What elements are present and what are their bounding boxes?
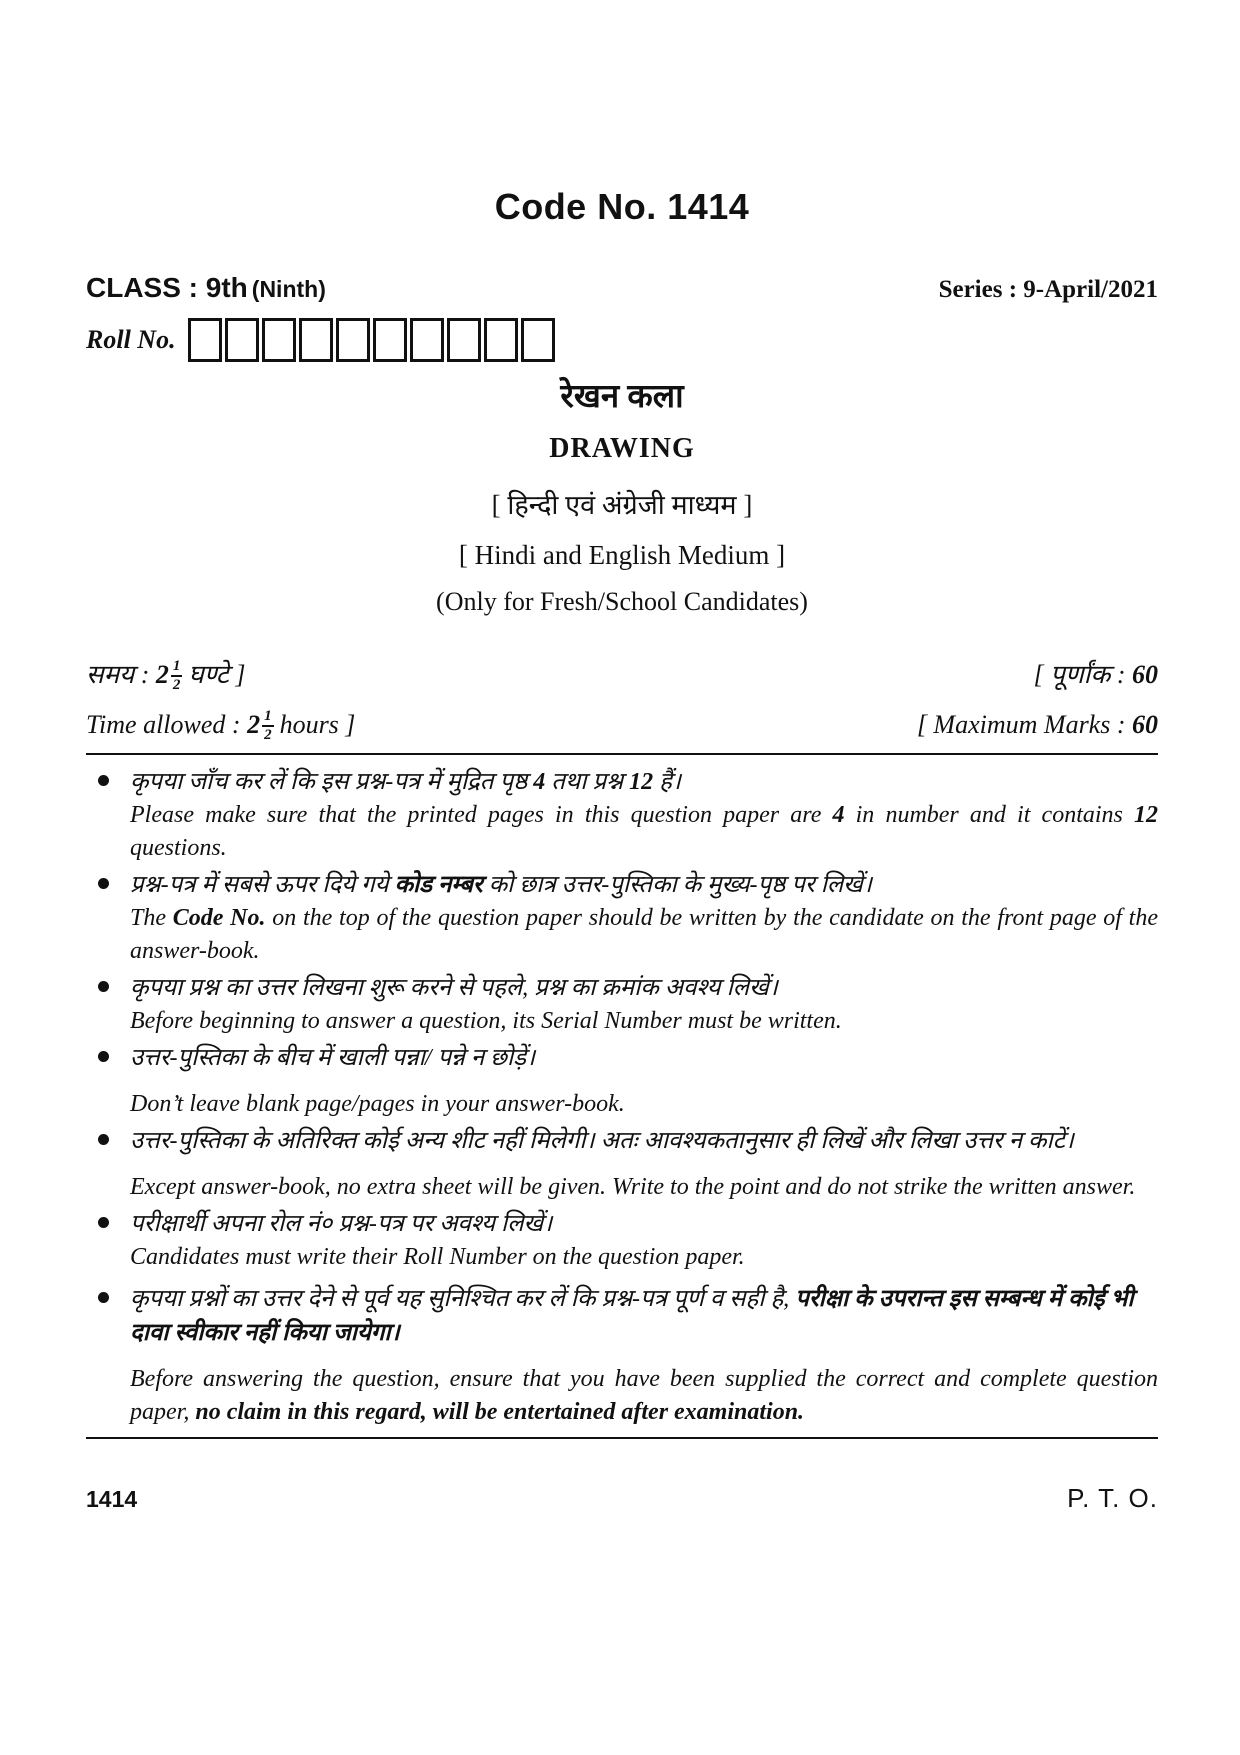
instruction-item bbox=[86, 1041, 1158, 1121]
medium-note-english: [ Hindi and English Medium ] bbox=[458, 540, 786, 570]
roll-digit-box[interactable] bbox=[521, 318, 555, 362]
bullet-dot bbox=[98, 1217, 109, 1228]
bullet-dot bbox=[98, 878, 109, 889]
instruction-english bbox=[130, 1005, 1158, 1038]
instruction-item bbox=[86, 868, 1158, 968]
instruction-english bbox=[130, 799, 1158, 865]
instruction-text-bold: परीक्षा के उपरान्त इस सम्बन्ध में कोई भी दावा स्वीकार नहीं किया जायेगा। bbox=[130, 1286, 1134, 1346]
instruction-english bbox=[130, 1241, 1158, 1274]
instruction-text: Before beginning to answer a question, its Serial Number must be written. bbox=[130, 1008, 842, 1034]
roll-no-label: Roll No. bbox=[86, 325, 176, 354]
instruction-hindi bbox=[130, 971, 1158, 1005]
class-sub-text: (Ninth) bbox=[251, 276, 326, 302]
instruction-english bbox=[130, 1171, 1158, 1204]
instruction-item bbox=[86, 1207, 1158, 1274]
instruction-item bbox=[86, 1282, 1158, 1429]
instruction-text: तथा प्रश्न bbox=[545, 769, 630, 795]
series-label: Series : 9-April/2021 bbox=[938, 276, 1158, 303]
instruction-text: उत्तर-पुस्तिका के अतिरिक्त कोई अन्य शीट नहीं मिलेगी। अतः आवश्यकतानुसार ही लिखें और लिखा उत्तर न काटें। bbox=[130, 1128, 1074, 1154]
instruction-text: in number and it contains bbox=[844, 802, 1135, 828]
instruction-text-bold: कोड नम्बर bbox=[394, 872, 483, 898]
class-main-text: CLASS : 9th bbox=[86, 272, 248, 303]
instruction-text: प्रश्न-पत्र में सबसे ऊपर दिये गये bbox=[130, 872, 395, 898]
subject-title-english: DRAWING bbox=[549, 433, 695, 464]
instruction-hindi bbox=[130, 1041, 1158, 1075]
bullet-dot bbox=[98, 1134, 109, 1145]
top-divider bbox=[86, 753, 1158, 755]
instruction-text: Candidates must write their Roll Number on the question paper. bbox=[130, 1244, 745, 1270]
footer-code-number: 1414 bbox=[86, 1486, 138, 1512]
bullet-dot bbox=[98, 1292, 109, 1303]
instruction-text: Before answering the question, ensure that you have been supplied the correct and complete question paper, bbox=[130, 1366, 1158, 1425]
instruction-text: The bbox=[130, 905, 173, 931]
candidates-note: (Only for Fresh/School Candidates) bbox=[436, 587, 808, 616]
instruction-text: Please make sure that the printed pages in this question paper are bbox=[130, 802, 833, 828]
medium-note-hindi: [ हिन्दी एवं अंग्रेजी माध्यम ] bbox=[491, 490, 753, 520]
instruction-text: को छात्र उत्तर-पुस्तिका के मुख्य-पृष्ठ पर लिखें। bbox=[482, 872, 872, 898]
instruction-text-bold: 4 bbox=[533, 769, 546, 795]
marks-hindi: [ पूर्णांक : 60 bbox=[1033, 660, 1158, 689]
instruction-text: परीक्षार्थी अपना रोल नं० प्रश्न-पत्र पर अवश्य लिखें। bbox=[130, 1211, 553, 1237]
instruction-english bbox=[130, 902, 1158, 968]
instruction-item bbox=[86, 765, 1158, 865]
roll-number-row bbox=[86, 318, 1158, 362]
instruction-hindi bbox=[130, 1124, 1158, 1158]
bullet-dot bbox=[98, 1051, 109, 1062]
instruction-text: कृपया प्रश्नों का उत्तर देने से पूर्व यह सुनिश्चित कर लें कि प्रश्न-पत्र पूर्ण व सही है, bbox=[130, 1286, 796, 1312]
instruction-hindi bbox=[130, 765, 1158, 799]
instruction-hindi bbox=[130, 1207, 1158, 1241]
instruction-text-bold: Code No. bbox=[172, 905, 266, 931]
instruction-text: questions. bbox=[130, 835, 227, 861]
roll-digit-box[interactable] bbox=[299, 318, 333, 362]
half-fraction: $\frac{1}{2}$ bbox=[264, 708, 272, 743]
footer-row bbox=[86, 1483, 1158, 1514]
time-english: Time allowed : 2 $\frac{1}{2}$ hours ] bbox=[86, 708, 356, 743]
bullet-dot bbox=[98, 981, 109, 992]
instruction-list bbox=[86, 765, 1158, 1429]
roll-digit-box[interactable] bbox=[225, 318, 259, 362]
bullet-dot bbox=[98, 775, 109, 786]
roll-digit-box[interactable] bbox=[188, 318, 222, 362]
instruction-text: Except answer-book, no extra sheet will be given. Write to the point and do not strike the written answer. bbox=[130, 1174, 1136, 1200]
instruction-item bbox=[86, 971, 1158, 1038]
class-label bbox=[86, 272, 326, 304]
code-number-heading: Code No. 1414 bbox=[494, 186, 750, 227]
roll-digit-box[interactable] bbox=[447, 318, 481, 362]
instruction-english bbox=[130, 1088, 1158, 1121]
instruction-text: उत्तर-पुस्तिका के बीच में खाली पन्ना/ पन्ने न छोड़ें। bbox=[130, 1045, 536, 1071]
instruction-item bbox=[86, 1124, 1158, 1204]
roll-digit-box[interactable] bbox=[373, 318, 407, 362]
bottom-divider bbox=[86, 1437, 1158, 1439]
instruction-text: कृपया जाँच कर लें कि इस प्रश्न-पत्र में मुद्रित पृष्ठ bbox=[130, 769, 534, 795]
subject-title-hindi: रेखन कला bbox=[560, 379, 684, 415]
roll-digit-box[interactable] bbox=[410, 318, 444, 362]
marks-english: [ Maximum Marks : 60 bbox=[916, 710, 1158, 739]
instruction-hindi bbox=[130, 1282, 1158, 1350]
instruction-text: Don’t leave blank page/pages in your answer-book. bbox=[130, 1091, 625, 1117]
roll-digit-box[interactable] bbox=[336, 318, 370, 362]
time-hindi: समय : 2 $\frac{1}{2}$ घण्टे ] bbox=[86, 658, 246, 693]
roll-number-boxes bbox=[188, 318, 555, 362]
class-series-row bbox=[86, 272, 1158, 304]
half-fraction: $\frac{1}{2}$ bbox=[172, 658, 181, 693]
instruction-text-bold: 4 bbox=[832, 802, 845, 828]
time-marks-row-english bbox=[86, 709, 1158, 743]
instruction-text-bold: 12 bbox=[1134, 802, 1159, 828]
instruction-text-bold: 12 bbox=[629, 769, 654, 795]
roll-digit-box[interactable] bbox=[484, 318, 518, 362]
time-marks-row-hindi bbox=[86, 655, 1158, 693]
instruction-text-bold: no claim in this regard, will be entertained after examination. bbox=[195, 1399, 805, 1425]
instruction-hindi bbox=[130, 868, 1158, 902]
instruction-text: on the top of the question paper should be written by the candidate on the front page of the answer-book. bbox=[130, 905, 1158, 964]
instruction-english bbox=[130, 1363, 1158, 1429]
instruction-text: कृपया प्रश्न का उत्तर लिखना शुरू करने से पहले, प्रश्न का क्रमांक अवश्य लिखें। bbox=[130, 975, 778, 1001]
pto-label: P. T. O. bbox=[1067, 1483, 1158, 1513]
roll-digit-box[interactable] bbox=[262, 318, 296, 362]
instruction-text: हैं। bbox=[653, 769, 681, 795]
